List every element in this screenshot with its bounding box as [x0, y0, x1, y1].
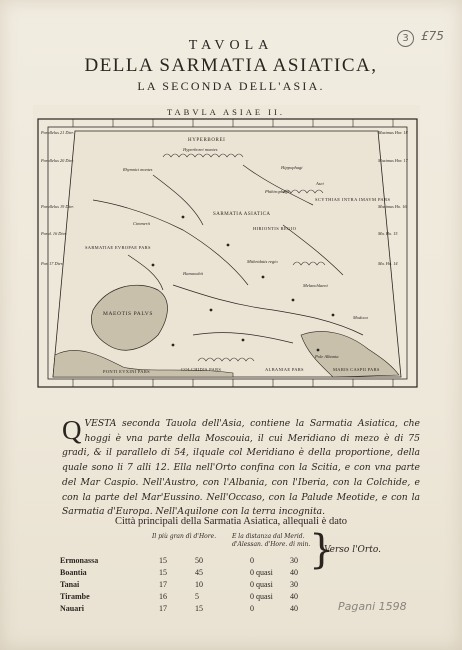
engraved-map	[33, 105, 420, 392]
cell-hours: 15	[159, 568, 167, 577]
region-label: Phthirophagi	[265, 189, 289, 194]
right-parallel-label: Ma. Ho. 15	[378, 231, 398, 236]
region-label: MAEOTIS PALVS	[103, 311, 154, 317]
region-label: Rhymnici montes	[123, 167, 153, 172]
region-label: SARMATIA ASIATICA	[213, 212, 271, 217]
left-parallel-label: Parallelus 20 Dier.	[41, 158, 74, 163]
city-name: Nauari	[60, 604, 84, 613]
left-parallel-label: Parallelus 21 Dier.	[41, 130, 74, 135]
title-line-1: TAVOLA	[188, 38, 274, 53]
table-header-hours: Il più gran dì d'Hore.	[152, 533, 217, 540]
title-line-2: DELLA SARMATIA ASIATICA,	[84, 55, 378, 76]
city-name: Tanai	[60, 580, 80, 589]
region-label: Cimmerii	[133, 221, 151, 226]
region-label: ALBANIAE PARS	[265, 367, 304, 372]
description-body: VESTA seconda Tauola dell'Asia, contiene la Sarmatia Asiatica, che hoggi è vna parte della Moscouia, il cui Meridiano di mezo è di 75 gradi, & il parallelo di 54, ilquale col Meridiano è della proportione, della quale sono li 7 alli 12. Ella nell'Orto confina con la Scitia, e con vna parte del Mar Caspio. Nell'Austro, con l'Albania, con l'Iberia, con la Colchide, e con la parte del Mar'Eussino. Nell'Occaso, con la Palude Meotide, e con la Sarmatia d'Europa. Nell'Aquilone con la terra incognita.	[62, 418, 420, 518]
table-row	[60, 592, 380, 604]
pencil-price-note: £75	[421, 29, 444, 43]
cell-minutes: 50	[195, 556, 203, 565]
city-name: Ermonassa	[60, 556, 99, 565]
region-label: SARMATIAE EVROPAE PARS	[85, 245, 151, 250]
region-label: Hamaxobii	[183, 271, 203, 276]
table-note: Verso l'Orto.	[324, 545, 381, 555]
region-label: HYPERBOREI	[188, 138, 226, 143]
city-name: Tirambe	[60, 592, 90, 601]
region-label: Hyperborei montes	[183, 147, 218, 152]
cell-minutes: 10	[195, 580, 203, 589]
description-paragraph	[62, 417, 420, 520]
right-parallel-label: Maximus Hor. 17	[378, 158, 408, 163]
drop-cap: Q	[62, 415, 82, 445]
region-label: SCYTHIAE INTRA IMAVM PARS	[315, 197, 391, 202]
region-label: Hippophagi	[281, 165, 303, 170]
right-parallel-label: Ma. Ho. 14	[378, 261, 398, 266]
cell-dist-minutes: 40	[290, 604, 298, 613]
cell-dist-minutes: 40	[290, 568, 298, 577]
pencil-signature-note: Pagani 1598	[338, 600, 407, 613]
region-label: Modoca	[353, 315, 368, 320]
table-bracket: }	[309, 527, 335, 573]
cell-dist-hours: 0	[250, 556, 254, 565]
city-name: Boantia	[60, 568, 87, 577]
region-label: PONTI EVXINI PARS	[103, 369, 150, 374]
region-label: Pole Albania	[315, 354, 339, 359]
right-parallel-label: Maximus Hor. 18	[378, 130, 408, 135]
region-label: Melanchlaeni	[303, 283, 328, 288]
region-label: Asei	[316, 181, 324, 186]
cell-dist-hours: 0	[250, 604, 254, 613]
cell-dist-minutes: 30	[290, 556, 298, 565]
title-line-3: LA SECONDA DELL'ASIA.	[137, 79, 325, 93]
cell-dist-hours: 0 quasi	[250, 592, 273, 601]
pencil-circled-number: 3	[397, 30, 414, 47]
region-label: MARIS CASPII PARS	[333, 367, 380, 372]
cell-minutes: 15	[195, 604, 203, 613]
cell-minutes: 45	[195, 568, 203, 577]
table-row	[60, 604, 380, 616]
cell-minutes: 5	[195, 592, 199, 601]
map-title: TABVLA ASIAE II.	[167, 107, 285, 117]
cell-dist-minutes: 30	[290, 580, 298, 589]
cell-hours: 17	[159, 580, 167, 589]
table-row	[60, 580, 380, 592]
cell-hours: 17	[159, 604, 167, 613]
left-parallel-label: Par. 17 Dier.	[41, 261, 63, 266]
cell-hours: 16	[159, 592, 167, 601]
cell-dist-minutes: 40	[290, 592, 298, 601]
table-caption: Città principali della Sarmatia Asiatica, allequali è dato	[114, 516, 348, 527]
left-parallel-label: Paral. 16 Dier.	[41, 231, 67, 236]
region-label: HIRIONTIS REGIO	[253, 226, 297, 231]
cell-dist-hours: 0 quasi	[250, 580, 273, 589]
table-header-distance: E la distanza dal Merid. d'Alessan. d'Hore. di min.	[232, 533, 311, 548]
region-label: Mithridatis regio	[247, 259, 278, 264]
region-label: COLCHIDIS PARS	[181, 367, 222, 372]
left-parallel-label: Parallelus 19 Dier.	[41, 204, 74, 209]
right-parallel-label: Maximus Ho. 16	[378, 204, 407, 209]
cell-dist-hours: 0 quasi	[250, 568, 273, 577]
cell-hours: 15	[159, 556, 167, 565]
